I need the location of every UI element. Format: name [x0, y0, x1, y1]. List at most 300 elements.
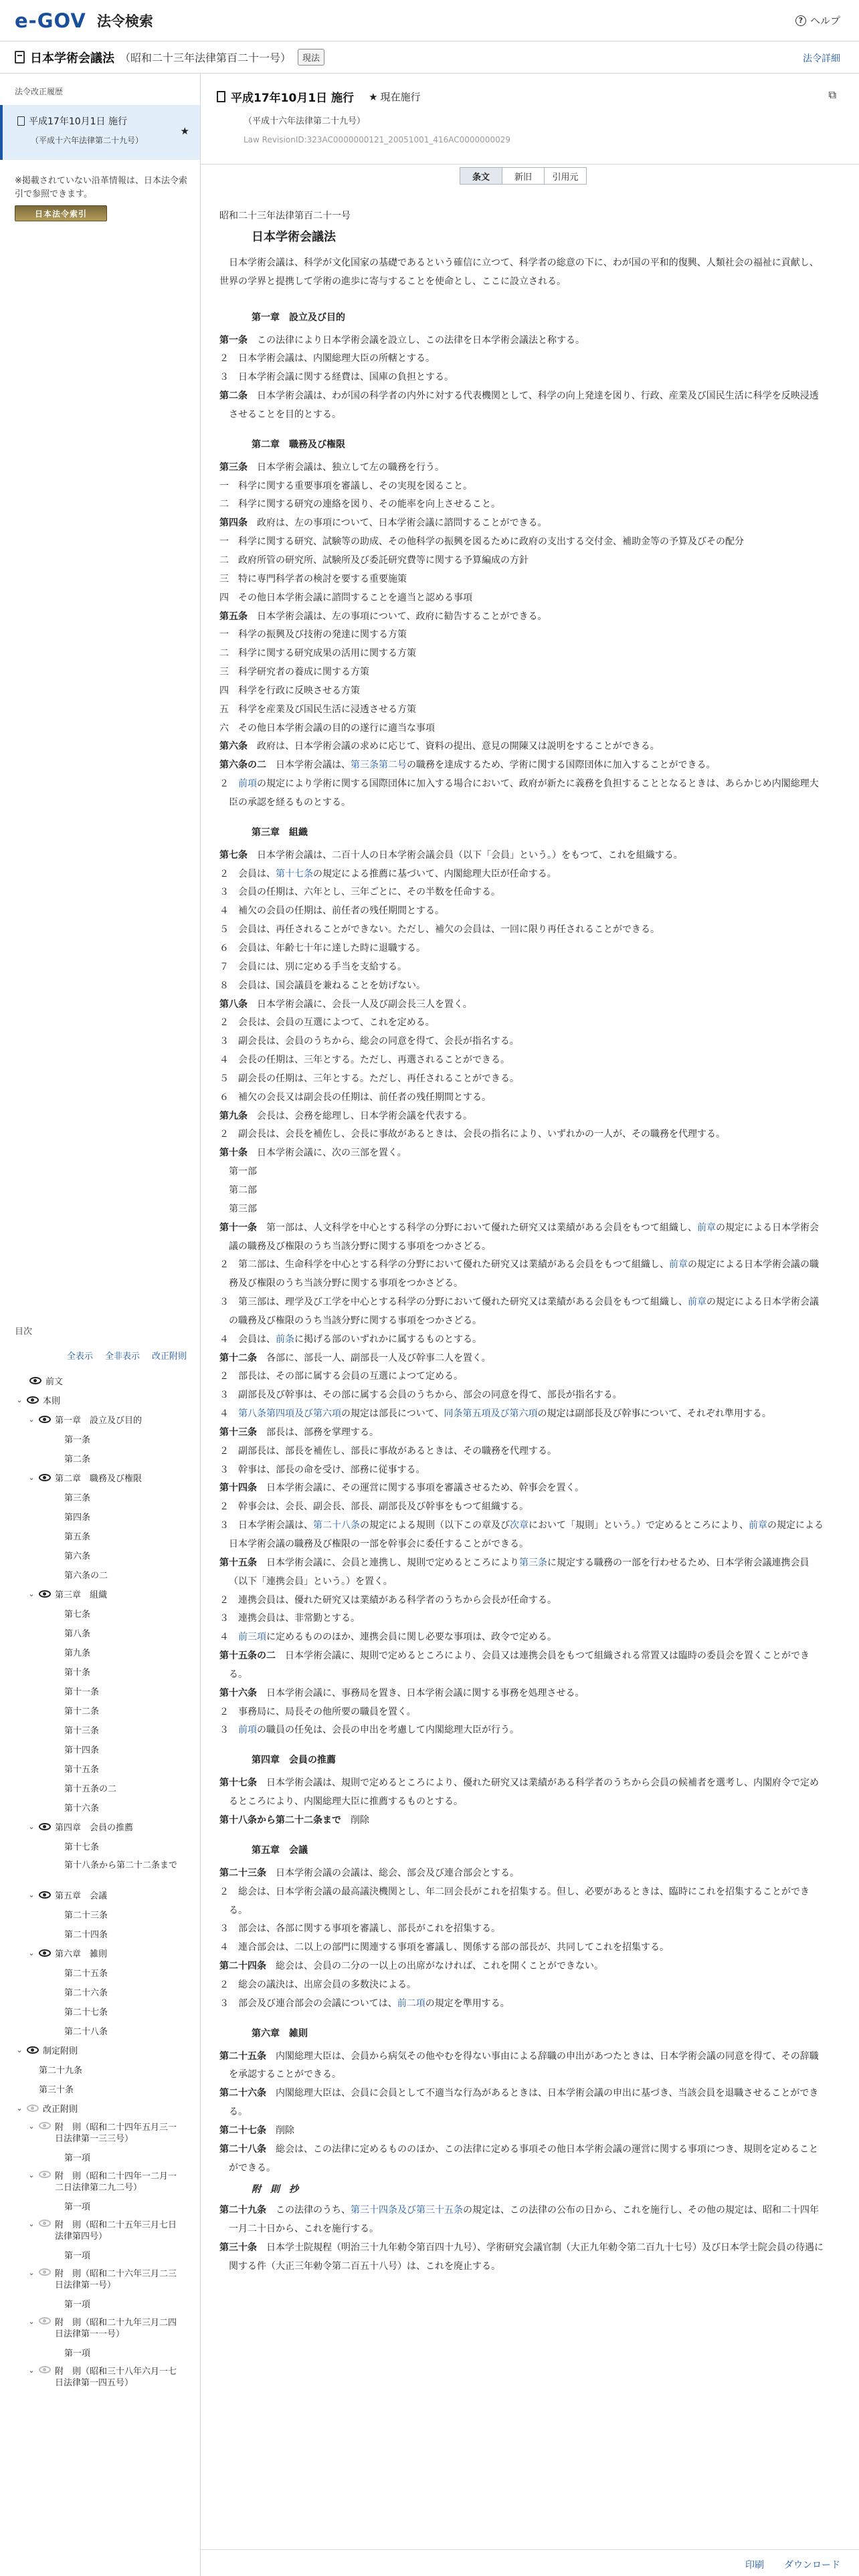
toc-item[interactable]	[0, 1701, 200, 1720]
article: 第二十三条 日本学術会議の会議は、総会、部会及び連合部会とする。	[219, 1867, 519, 1879]
toc-item-label: 第四条	[64, 1513, 91, 1523]
book-icon	[15, 51, 25, 64]
law-number: （昭和二十三年法律第百二十一号）	[120, 51, 292, 64]
chapter-heading: 第五章 会議	[252, 1844, 308, 1856]
article: 第六条の二 日本学術会議は、第三条第二号の職務を達成するため、学術に関する国際団体に加入することができる。	[219, 760, 716, 771]
paragraph: ３ 連携会員は、非常勤とする。	[219, 1613, 360, 1624]
toc-item[interactable]	[0, 2021, 200, 2040]
eye-icon[interactable]	[39, 2268, 51, 2276]
toc-item[interactable]	[0, 1410, 200, 1429]
toc-item[interactable]	[0, 2167, 200, 2196]
article: 第三条 日本学術会議は、独立して左の職務を行う。	[219, 461, 444, 473]
toc-item[interactable]	[0, 1836, 200, 1856]
eye-icon[interactable]	[27, 2046, 39, 2054]
article: 第二十八条 総会は、この法律に定めるもののほか、この法律に定める事項その他日本学術会議の運営に関する事項につき、規則を定めることができる。	[219, 2143, 819, 2173]
toc-item-label: 第二十九条	[39, 2066, 83, 2076]
law-kind-badge: 現法	[298, 49, 324, 66]
site-title: 法令検索	[96, 13, 153, 29]
toc-item[interactable]	[0, 1390, 200, 1410]
toc-item-label: 附 則（昭和二十九年三月二四日法律第一一号）	[55, 2318, 177, 2339]
toc-item[interactable]	[0, 2216, 200, 2245]
toc-item-label: 第十八条から第二十二条まで	[64, 1860, 178, 1870]
toc-item-label: 第十五条	[64, 1765, 100, 1775]
toc-item-label: 前文	[45, 1377, 64, 1387]
article-number: 第一条	[219, 334, 248, 346]
paragraph: 四 科学を行政に反映させる方策	[219, 685, 360, 696]
law-index-button[interactable]: 日本法令索引	[15, 205, 107, 221]
law-number-text: 昭和二十三年法律第百二十一号	[219, 211, 351, 221]
toc-item[interactable]	[0, 1468, 200, 1487]
law-title: 日本学術会議法	[30, 51, 114, 66]
table-of-contents	[0, 1324, 200, 2391]
header	[0, 0, 859, 41]
law-text	[219, 292, 826, 2276]
document-icon	[17, 116, 25, 126]
toc-item-label: 第十四条	[64, 1745, 100, 1755]
toc-item-label: 第二十三条	[64, 1911, 108, 1921]
article-number: 第十六条	[219, 1687, 257, 1699]
spacer	[219, 813, 826, 819]
paragraph: 一 科学に関する重要事項を審議し、その実現を図ること。	[219, 480, 472, 492]
list-item: 第一部	[219, 1166, 257, 1178]
article: 第二十七条 削除	[219, 2125, 294, 2136]
toc-item-label: 第一章 設立及び目的	[55, 1416, 142, 1426]
toc-item[interactable]	[0, 1487, 200, 1507]
law-body	[219, 207, 826, 2276]
toc-item-label: 第十二条	[64, 1707, 100, 1717]
toc-item-label: 第八条	[64, 1629, 91, 1639]
star-icon: ★	[369, 91, 378, 103]
toc-item-label: 第七条	[64, 1610, 91, 1620]
toc-item[interactable]	[0, 1778, 200, 1798]
toc-item[interactable]	[0, 2264, 200, 2294]
hide-all-link[interactable]: 全非表示	[105, 1352, 140, 1362]
paragraph: ２ 第二部は、生命科学を中心とする科学の分野において優れた研究又は業績がある会員をもつて組織し、前章の規定による日本学術会議の職務及び権限のうち当該分野に関する事項をつかさどる。	[219, 1259, 819, 1289]
toc-item-label: 第二十六条	[64, 1988, 108, 1998]
toc-item-label: 附 則（昭和二十四年一二月一二日法律第二九二号）	[55, 2171, 177, 2193]
article-number: 第十二条	[219, 1352, 257, 1364]
paragraph: ３ 部会は、各部に関する事項を審議し、部長がこれを招集する。	[219, 1923, 500, 1935]
toc-item-label: 附 則（昭和二十四年五月三一日法律第一三三号）	[55, 2123, 177, 2144]
spacer	[219, 1740, 826, 1746]
toc-item[interactable]	[0, 1924, 200, 1943]
current-status	[369, 90, 420, 104]
spacer	[219, 248, 826, 254]
paragraph: ３ 副部長及び幹事は、その部に属する会員のうちから、部会の同意を得て、部長が指名する。	[219, 1390, 622, 1401]
paragraph: 四 その他日本学術会議に諮問することを適当と認める事項	[219, 592, 472, 603]
article: 第五条 日本学術会議は、左の事項について、政府に勧告することができる。	[219, 611, 547, 622]
tab-old-new[interactable]: 新旧	[502, 167, 545, 185]
toc-item-label: 第二条	[64, 1455, 91, 1465]
eye-icon[interactable]	[27, 2105, 39, 2112]
chevron-down-icon[interactable]: ⌄	[28, 2317, 35, 2326]
article-number: 第六条	[219, 741, 248, 752]
chevron-down-icon[interactable]: ⌄	[28, 2122, 35, 2131]
law-detail-link[interactable]: 法令詳細	[803, 53, 840, 64]
paragraph: 五 科学を産業及び国民生活に浸透させる方策	[219, 704, 416, 715]
toc-item-label: 第十五条の二	[64, 1784, 117, 1794]
toc-item[interactable]	[0, 2060, 200, 2079]
toc-item[interactable]	[0, 1662, 200, 1681]
paragraph: ４ 前三項に定めるもののほか、連携会員に関し必要な事項は、政令で定める。	[219, 1632, 557, 1643]
eye-icon[interactable]	[27, 1396, 39, 1404]
paragraph: ３ 日本学術会議に関する経費は、国庫の負担とする。	[219, 372, 454, 383]
toc-item-label: 第一項	[64, 2349, 91, 2359]
eye-icon[interactable]	[29, 1377, 41, 1384]
spacer	[219, 2014, 826, 2020]
toc-item-label: 第十六条	[64, 1804, 100, 1814]
toc-item-label: 第三章 組織	[55, 1590, 108, 1600]
eye-icon[interactable]	[39, 2366, 51, 2373]
article: 第十条 日本学術会議に、次の三部を置く。	[219, 1148, 407, 1159]
toc-item-label: 第五条	[64, 1532, 91, 1542]
toc-item-label: 第六条の二	[64, 1571, 108, 1581]
chevron-down-icon[interactable]: ⌄	[28, 1590, 35, 1598]
paragraph: ４ 会長の任期は、三年とする。ただし、再選されることができる。	[219, 1055, 510, 1066]
toc-item-label: 附 則（昭和二十五年三月七日法律第四号）	[55, 2220, 177, 2242]
article-number: 第十四条	[219, 1483, 257, 1494]
show-all-link[interactable]: 全表示	[67, 1352, 94, 1362]
toc-list	[0, 1371, 200, 2391]
paragraph: 三 科学研究者の養成に関する方策	[219, 667, 369, 678]
toc-item-label: 第六条	[64, 1551, 91, 1562]
toc-item-label: 第二十七条	[64, 2008, 108, 2018]
chapter-heading: 第一章 設立及び目的	[252, 312, 345, 323]
download-link[interactable]: ダウンロード	[784, 2560, 840, 2571]
toc-item-label: 第十七条	[64, 1842, 100, 1852]
toc-item-label: 第二章 職務及び権限	[55, 1474, 142, 1484]
article-number: 第二十九条	[219, 2205, 266, 2216]
paragraph: 一 科学に関する研究、試験等の助成、その他科学の振興を図るために政府の支出する交付金、補助金等の予算及びその配分	[219, 536, 744, 548]
egov-logo[interactable]	[15, 9, 86, 32]
article-number: 第二十七条	[219, 2125, 266, 2136]
revision-law-number: （平成十六年法律第二十九号）	[31, 136, 144, 145]
article: 第十四条 日本学術会議に、その運営に関する事項を審議させるため、幹事会を置く。	[219, 1483, 585, 1494]
eye-icon[interactable]	[39, 1949, 51, 1957]
chevron-down-icon[interactable]: ⌄	[16, 1396, 23, 1404]
toc-item[interactable]	[0, 2196, 200, 2216]
tab-cited-by[interactable]: 引用元	[544, 167, 587, 185]
toc-item-label: 第一条	[64, 1435, 91, 1445]
toc-item[interactable]	[0, 2118, 200, 2147]
eye-icon[interactable]	[39, 1474, 51, 1481]
toc-item[interactable]	[0, 1982, 200, 2002]
spacer	[219, 292, 826, 304]
article: 第十七条 日本学術会議は、規則で定めるところにより、優れた研究又は業績がある科学者のうちから会員の候補者を選考し、内閣府令で定めるところにより、内閣総理大臣に推薦するものとする。	[219, 1778, 819, 1808]
eye-icon[interactable]	[39, 1891, 51, 1899]
toc-item[interactable]	[0, 1584, 200, 1604]
toc-item[interactable]	[0, 1526, 200, 1545]
article-number: 第十条	[219, 1148, 248, 1159]
revision-id: Law RevisionID:323AC0000000121_20051001_416AC0000000029	[244, 135, 510, 144]
toc-item[interactable]	[0, 1817, 200, 1836]
paragraph: ２ 総会は、日本学術会議の最高議決機関とし、年二回会長がこれを招集する。但し、必要があるときは、臨時にこれを招集することができる。	[219, 1886, 809, 1916]
eye-icon[interactable]	[39, 1416, 51, 1423]
toc-heading: 目次	[15, 1327, 33, 1337]
amendment-supplement-link[interactable]: 改正附則	[152, 1352, 187, 1362]
toc-item[interactable]	[0, 1798, 200, 1817]
preamble: 日本学術会議は、科学が文化国家の基礎であるという確信に立つて、科学者の総意の下に、わが国の平和的復興、人類社会の福祉に貢献し、世界の学界と提携して学術の進歩に寄与することを使命とし、ここに設立される。	[219, 257, 819, 287]
article: 第六条 政府は、日本学術会議の求めに応じて、資料の提出、意見の開陳又は説明をすることができる。	[219, 741, 660, 752]
toc-item-label: 第一項	[64, 2251, 91, 2261]
toc-item[interactable]	[0, 2294, 200, 2313]
article-number: 第十五条の二	[219, 1650, 276, 1662]
revision-item-current[interactable]	[0, 105, 200, 160]
toc-item[interactable]	[0, 2002, 200, 2021]
toc-item-label: 第三条	[64, 1493, 91, 1503]
article: 第一条 この法律により日本学術会議を設立し、この法律を日本学術会議法と称する。	[219, 334, 585, 346]
article-number: 第二条	[219, 391, 248, 402]
toc-item[interactable]	[0, 1943, 200, 1963]
unpublished-note: ※掲載されていない沿革情報は、日本法令索引で参照できます。	[15, 176, 187, 199]
toc-item-label: 第三十条	[39, 2085, 74, 2095]
article: 第二十四条 総会は、会員の二分の一以上の出席がなければ、これを開くことができない。	[219, 1961, 603, 1972]
toc-item-label: 第十条	[64, 1668, 91, 1678]
logo-text: e-GOV	[15, 9, 86, 32]
article: 第七条 日本学術会議は、二百十人の日本学術会議会員（以下「会員」という。）をもつて、これを組織する。	[219, 849, 683, 861]
paragraph: 二 科学に関する研究成果の活用に関する方策	[219, 648, 416, 659]
help-label: ヘルプ	[809, 15, 840, 27]
eye-icon[interactable]	[39, 1823, 51, 1830]
toc-item-label: 第一項	[64, 2202, 91, 2212]
paragraph: ４ 補欠の会員の任期は、前任者の残任期間とする。	[219, 905, 444, 917]
toc-item[interactable]	[0, 1720, 200, 1739]
version-header	[201, 74, 859, 165]
spacer	[219, 1830, 826, 1836]
paragraph: ２ 副部長は、部長を補佐し、部長に事故があるときは、その職務を代理する。	[219, 1445, 557, 1457]
paragraph: ７ 会員には、別に定める手当を支給する。	[219, 961, 407, 972]
toc-item[interactable]	[0, 1759, 200, 1778]
current-status-label: 現在施行	[380, 91, 421, 103]
chevron-down-icon[interactable]: ⌄	[28, 1415, 35, 1424]
toc-item[interactable]	[0, 2343, 200, 2362]
article-number: 第七条	[219, 849, 248, 861]
toc-item-label: 附 則（昭和三十八年六月一七日法律第一四五号）	[55, 2367, 177, 2388]
article: 第三十条 日本学士院規程（明治三十九年勅令第百四十九号）、学術研究会議官制（大正九年勅令第二百九十七号）及び日本学士院会員の待遇に関する件（大正三年勅令第二百五十八号）は、これを廃止する。	[219, 2242, 824, 2272]
spacer	[219, 425, 826, 431]
list-item: 第三部	[219, 1203, 257, 1214]
toc-item-label: 第二十五条	[64, 1969, 108, 1979]
paragraph: ５ 副会長の任期は、三年とする。ただし、再任されることができる。	[219, 1073, 519, 1084]
law-title-bar	[0, 41, 859, 74]
paragraph: ６ 会員は、年齢七十年に達した時に退職する。	[219, 943, 425, 954]
toc-item-label: 第九条	[64, 1648, 91, 1658]
paragraph: ２ 副会長は、会長を補佐し、会長に事故があるときは、会長の指名により、いずれかの一人が、その職務を代理する。	[219, 1129, 725, 1140]
external-link-icon[interactable]: ⧉	[828, 88, 836, 101]
paragraph: ８ 会員は、国会議員を兼ねることを妨げない。	[219, 980, 425, 991]
chevron-down-icon[interactable]: ⌄	[28, 2366, 35, 2375]
article-number: 第二十五条	[219, 2050, 266, 2062]
paragraph: ４ 会員は、前条に掲げる部のいずれかに属するものとする。	[219, 1333, 482, 1345]
article: 第二十六条 内閣総理大臣は、会員に会員として不適当な行為があるときは、日本学術会議の申出に基づき、当該会員を退職させることができる。	[219, 2088, 819, 2118]
toc-item-label: 制定附則	[43, 2046, 78, 2056]
toc-item[interactable]	[0, 2147, 200, 2167]
toc-item-label: 改正附則	[43, 2105, 78, 2115]
toc-item-label: 第四章 会員の推薦	[55, 1823, 134, 1833]
paragraph: ３ 前項の職員の任免は、会長の申出を考慮して内閣総理大臣が行う。	[219, 1725, 519, 1736]
toc-item[interactable]	[0, 1429, 200, 1448]
toc-item[interactable]	[0, 2079, 200, 2099]
toc-item[interactable]	[0, 1545, 200, 1565]
view-tabs	[460, 167, 587, 185]
revision-history-heading: 法令改正履歴	[15, 87, 64, 96]
article-number: 第三条	[219, 461, 248, 473]
supplementary-heading: 附 則 抄	[252, 2184, 298, 2195]
chevron-down-icon[interactable]: ⌄	[28, 1949, 35, 1957]
paragraph: 六 その他日本学術会議の目的の遂行に適当な事項	[219, 722, 435, 734]
toc-item[interactable]	[0, 2040, 200, 2060]
toc-item[interactable]	[0, 1371, 200, 1390]
article-number: 第二十六条	[219, 2088, 266, 2099]
article-number: 第十五条	[219, 1557, 257, 1568]
article-number: 第二十四条	[219, 1961, 266, 1972]
toc-item[interactable]	[0, 1905, 200, 1924]
toc-item[interactable]	[0, 2362, 200, 2391]
paragraph: ６ 補欠の会長又は副会長の任期は、前任者の残任期間とする。	[219, 1091, 491, 1103]
toc-item[interactable]	[0, 1963, 200, 1982]
chevron-down-icon[interactable]: ⌄	[28, 1822, 35, 1831]
eye-icon[interactable]	[39, 2220, 51, 2227]
paragraph: ３ 第三部は、理学及び工学を中心とする科学の分野において優れた研究又は業績がある会員をもつて組織し、前章の規定による日本学術会議の職務及び権限のうち当該分野に関する事項をつかさどる。	[219, 1297, 819, 1326]
paragraph: ４ 第八条第四項及び第六項の規定は部長について、同条第五項及び第六項の規定は副部長及び幹事について、それぞれ準用する。	[219, 1408, 771, 1420]
toc-item[interactable]	[0, 2099, 200, 2118]
toc-item[interactable]	[0, 1885, 200, 1905]
article-number: 第六条の二	[219, 760, 266, 771]
article-number: 第十八条から第二十二条まで	[219, 1814, 341, 1826]
article: 第十五条 日本学術会議に、会員と連携し、規則で定めるところにより第三条に規定する職務の一部を行わせるため、日本学術会議連携会員（以下「連携会員」という。）を置く。	[219, 1557, 809, 1587]
paragraph: ３ 副会長は、会員のうちから、総会の同意を得て、会長が指名する。	[219, 1036, 519, 1047]
toc-item-label: 第十一条	[64, 1687, 100, 1697]
list-item: 第二部	[219, 1184, 257, 1196]
article: 第十一条 第一部は、人文科学を中心とする科学の分野において優れた研究又は業績がある会員をもつて組織し、前章の規定による日本学術会議の職務及び権限のうち当該分野に関する事項をつかさどる。	[219, 1222, 819, 1252]
article-number: 第十七条	[219, 1778, 257, 1789]
article: 第九条 会長は、会務を総理し、日本学術会議を代表する。	[219, 1110, 472, 1121]
paragraph: ２ 会長は、会員の互選によつて、これを定める。	[219, 1017, 435, 1029]
toc-item[interactable]	[0, 2313, 200, 2343]
chapter-heading: 第六章 雑則	[252, 2028, 308, 2039]
chapter-heading: 第四章 会員の推薦	[252, 1755, 336, 1766]
article: 第八条 日本学術会議に、会長一人及び副会長三人を置く。	[219, 998, 472, 1010]
article-number: 第四条	[219, 518, 248, 529]
article-number: 第十三条	[219, 1426, 257, 1438]
toc-item-label: 第六章 雑則	[55, 1949, 108, 1959]
article: 第二条 日本学術会議は、わが国の科学者の内外に対する代表機関として、科学の向上発達を図り、行政、産業及び国民生活に科学を反映浸透させることを目的とする。	[219, 391, 819, 420]
toc-item-label: 本則	[43, 1396, 61, 1406]
paragraph: ２ 部長は、その部に属する会員の互選によつて定める。	[219, 1371, 463, 1382]
version-law-number: （平成十六年法律第二十九号）	[244, 116, 366, 126]
eye-icon[interactable]	[39, 2122, 51, 2129]
sidebar	[0, 74, 201, 2576]
paragraph: ２ 前項の規定により学術に関する国際団体に加入する場合において、政府が新たに義務を負担することとなるときは、あらかじめ内閣総理大臣の承認を経るものとする。	[219, 778, 819, 808]
article: 第二十五条 内閣総理大臣は、会員から病気その他やむを得ない事由による辞職の申出があつたときは、日本学術会議の同意を得て、その辞職を承認することができる。	[219, 2050, 819, 2080]
chevron-down-icon[interactable]: ⌄	[28, 2171, 35, 2179]
paragraph: ２ 総会の議決は、出席会員の多数決による。	[219, 1979, 416, 1990]
chapter-heading: 第三章 組織	[252, 827, 308, 838]
paragraph: ２ 連携会員は、優れた研究又は業績がある科学者のうちから会長が任命する。	[219, 1594, 557, 1606]
eye-icon[interactable]	[39, 2317, 51, 2325]
toc-item[interactable]	[0, 1623, 200, 1642]
paragraph: ３ 日本学術会議は、第二十八条の規定による規則（以下この章及び次章において「規則」という。）で定めるところにより、前章の規定による日本学術会議の職務及び権限の一部を幹事会に委任することができる。	[219, 1520, 824, 1549]
toc-item[interactable]	[0, 1642, 200, 1662]
paragraph: 二 科学に関する研究の連絡を図り、その能率を向上させること。	[219, 499, 500, 510]
toc-item-label: 第一項	[64, 2153, 91, 2163]
revision-date: 平成17年10月1日 施行	[29, 116, 127, 127]
chevron-down-icon[interactable]: ⌄	[16, 2046, 23, 2054]
toc-item-label: 第十三条	[64, 1726, 100, 1736]
help-icon: ?	[795, 15, 806, 26]
article: 第四条 政府は、左の事項について、日本学術会議に諮問することができる。	[219, 518, 547, 529]
toc-item[interactable]	[0, 1604, 200, 1623]
toc-item-label: 第一項	[64, 2300, 91, 2310]
main-content	[201, 74, 859, 2576]
toc-item-label: 附 則（昭和二十六年三月二三日法律第一号）	[55, 2269, 177, 2290]
document-icon	[217, 91, 225, 102]
article: 第十五条の二 日本学術会議に、規則で定めるところにより、会員又は連携会員をもつて組織される常置又は臨時の委員会を置くことができる。	[219, 1650, 809, 1680]
article-number: 第九条	[219, 1110, 248, 1121]
toc-item[interactable]	[0, 1739, 200, 1759]
toc-item[interactable]	[0, 1856, 200, 1885]
article: 第二十九条 この法律のうち、第三十四条及び第三十五条の規定は、この法律の公布の日から、これを施行し、その他の規定は、昭和二十四年一月二十日から、これを施行する。	[219, 2205, 819, 2235]
tab-articles[interactable]: 条文	[460, 167, 502, 185]
print-link[interactable]: 印刷	[745, 2560, 764, 2571]
help-link[interactable]	[795, 13, 840, 27]
paragraph: ４ 連合部会は、二以上の部門に関連する事項を審議し、関係する部の部長が、共同してこれを招集する。	[219, 1942, 669, 1953]
toc-item-label: 第二十八条	[64, 2027, 108, 2037]
toc-item[interactable]	[0, 1448, 200, 1468]
star-icon: ★	[180, 125, 189, 137]
chapter-heading: 第二章 職務及び権限	[252, 439, 345, 450]
paragraph: ２ 会員は、第十七条の規定による推薦に基づいて、内閣総理大臣が任命する。	[219, 868, 557, 879]
paragraph: ３ 幹事は、部長の命を受け、部務に従事する。	[219, 1464, 425, 1475]
chevron-down-icon[interactable]: ⌄	[28, 1473, 35, 1482]
eye-icon[interactable]	[39, 1590, 51, 1598]
toc-item[interactable]	[0, 1681, 200, 1701]
article-number: 第二十八条	[219, 2143, 266, 2155]
law-name: 日本学術会議法	[252, 229, 336, 244]
chevron-down-icon[interactable]: ⌄	[28, 1891, 35, 1899]
toc-item-label: 第二十四条	[64, 1930, 108, 1940]
paragraph: ２ 事務局に、局長その他所要の職員を置く。	[219, 1706, 416, 1717]
version-date: 平成17年10月1日 施行	[231, 92, 355, 105]
article: 第十八条から第二十二条まで 削除	[219, 1814, 369, 1826]
chevron-down-icon[interactable]: ⌄	[28, 2268, 35, 2277]
article-number: 第十一条	[219, 1222, 257, 1233]
toc-item[interactable]	[0, 1565, 200, 1584]
article-number: 第五条	[219, 611, 248, 622]
paragraph: 三 特に専門科学者の検討を要する重要施策	[219, 573, 407, 584]
paragraph: ２ 幹事会は、会長、副会長、部長、副部長及び幹事をもつて組織する。	[219, 1501, 529, 1513]
footer	[201, 2549, 859, 2576]
toc-item-label: 第五章 会議	[55, 1891, 108, 1901]
article: 第十六条 日本学術会議に、事務局を置き、日本学術会議に関する事務を処理させる。	[219, 1687, 585, 1699]
chevron-down-icon[interactable]: ⌄	[28, 2220, 35, 2228]
article-number: 第八条	[219, 998, 248, 1010]
toc-item[interactable]	[0, 1507, 200, 1526]
paragraph: 一 科学の振興及び技術の発達に関する方策	[219, 629, 407, 641]
paragraph: ３ 部会及び連合部会の会議については、前二項の規定を準用する。	[219, 1998, 510, 2009]
eye-icon[interactable]	[39, 2171, 51, 2178]
article-number: 第三十条	[219, 2242, 257, 2254]
toc-item[interactable]	[0, 2245, 200, 2264]
paragraph: 二 政府所管の研究所、試験所及び委託研究費等に関する予算編成の方針	[219, 554, 529, 566]
paragraph: ５ 会員は、再任されることができない。ただし、補欠の会員は、一回に限り再任されることができる。	[219, 924, 660, 936]
article-number: 第二十三条	[219, 1867, 266, 1879]
article: 第十二条 各部に、部長一人、副部長一人及び幹事二人を置く。	[219, 1352, 491, 1364]
toc-controls	[0, 1349, 200, 1362]
chevron-down-icon[interactable]: ⌄	[16, 2104, 23, 2113]
paragraph: ２ 日本学術会議は、内閣総理大臣の所轄とする。	[219, 353, 435, 364]
paragraph: ３ 会員の任期は、六年とし、三年ごとに、その半数を任命する。	[219, 887, 500, 898]
